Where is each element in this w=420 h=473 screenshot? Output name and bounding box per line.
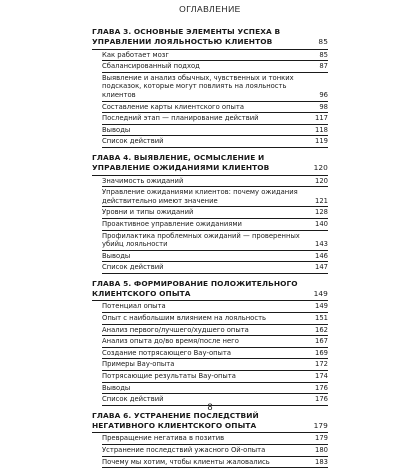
entry-page-number: 87 [319, 62, 328, 71]
toc-entry [102, 383, 328, 395]
entry-page-number: 169 [315, 348, 328, 357]
toc-chapter [92, 153, 328, 274]
toc-entry [102, 336, 328, 348]
entry-page-number: 140 [315, 219, 328, 228]
entry-title: Потрясающие результаты Вау-опыта [102, 372, 236, 381]
section-list [92, 50, 328, 148]
entry-page-number: 176 [315, 383, 328, 392]
entry-title: Примеры Вау-опыта [102, 360, 175, 369]
entry-page-number: 179 [315, 434, 328, 443]
toc-chapter [92, 27, 328, 148]
entry-page-number: 120 [315, 176, 328, 185]
toc-entry [102, 433, 328, 445]
entry-title: Управление ожиданиями клиентов: почему ожидания действительно имеют значение [102, 188, 298, 205]
toc-entry [102, 125, 328, 137]
entry-page-number: 117 [315, 114, 328, 123]
toc-chapter [92, 411, 328, 468]
entry-page-number: 174 [315, 372, 328, 381]
toc-entry [102, 102, 328, 114]
chapter-page-number: 179 [313, 420, 328, 430]
toc-entry [102, 187, 328, 207]
entry-title: Составление карты клиентского опыта [102, 102, 245, 111]
entry-page-number: 96 [319, 90, 328, 99]
toc-entry [102, 73, 328, 102]
entry-title: Опыт с наибольшим влиянием на лояльность [102, 314, 267, 323]
entry-page-number: 98 [319, 102, 328, 111]
entry-title: Список действий [102, 137, 164, 146]
entry-title: Значимость ожиданий [102, 176, 184, 185]
entry-title: Как работает мозг [102, 50, 169, 59]
entry-page-number: 146 [315, 251, 328, 260]
entry-title: Устранение последствий ужасного Ой-опыта [102, 446, 266, 454]
entry-page-number: 180 [315, 446, 328, 454]
entry-page-number: 183 [315, 457, 328, 466]
chapter-heading [92, 27, 328, 50]
chapter-heading [92, 153, 328, 176]
toc-entry [102, 359, 328, 371]
entry-title: Уровни и типы ожиданий [102, 208, 194, 217]
toc-entry [102, 301, 328, 313]
entry-page-number: 85 [319, 50, 328, 59]
entry-page-number: 151 [315, 314, 328, 323]
entry-page-number: 149 [315, 302, 328, 311]
page-number: 8 [207, 402, 213, 412]
entry-title: Профилактика проблемных ожиданий — проверенных убийц лояльности [102, 231, 300, 249]
toc-entry [102, 113, 328, 125]
entry-page-number: 167 [315, 337, 328, 346]
entry-page-number: 128 [315, 208, 328, 217]
entry-title: Выявление и анализ обычных, чувственных и тонких подсказок, которые могут повлиять на лояльность клиентов [102, 73, 294, 99]
entry-title: Выводы [102, 251, 131, 260]
entry-title: Сбалансированный подход [102, 62, 200, 71]
entry-page-number: 147 [315, 263, 328, 272]
toc-entry [102, 251, 328, 263]
section-list [92, 433, 328, 468]
chapter-page-number: 85 [318, 36, 328, 46]
entry-title: Анализ первого/лучшего/худшего опыта [102, 325, 249, 334]
section-list [92, 301, 328, 405]
toc-entry [102, 50, 328, 62]
chapter-title: ГЛАВА 6. УСТРАНЕНИЕ ПОСЛЕДСТВИЙ НЕГАТИВНОГО КЛИЕНТСКОГО ОПЫТА [92, 410, 259, 430]
toc-entry [102, 262, 328, 274]
entry-title: Список действий [102, 395, 164, 404]
entry-title: Выводы [102, 383, 131, 392]
chapter-title: ГЛАВА 3. ОСНОВНЫЕ ЭЛЕМЕНТЫ УСПЕХА В УПРАВЛЕНИИ ЛОЯЛЬНОСТЬЮ КЛИЕНТОВ [92, 27, 281, 46]
entry-page-number: 176 [315, 395, 328, 404]
chapter-heading [92, 411, 328, 434]
toc-entry [102, 348, 328, 360]
chapter-title: ГЛАВА 4. ВЫЯВЛЕНИЕ, ОСМЫСЛЕНИЕ И УПРАВЛЕНИЕ ОЖИДАНИЯМИ КЛИЕНТОВ [92, 152, 270, 172]
toc-entry [102, 457, 328, 469]
entry-page-number: 172 [315, 360, 328, 369]
entry-title: Почему мы хотим, чтобы клиенты жаловались [102, 457, 270, 466]
toc-entry [102, 219, 328, 231]
entry-page-number: 119 [315, 137, 328, 146]
entry-title: Выводы [102, 125, 131, 134]
toc-entry [102, 176, 328, 188]
chapter-title: ГЛАВА 5. ФОРМИРОВАНИЕ ПОЛОЖИТЕЛЬНОГО КЛИЕНТСКОГО ОПЫТА [92, 278, 298, 298]
toc-entry [102, 231, 328, 251]
entry-title: Анализ опыта до/во время/после него [102, 337, 239, 346]
entry-title: Проактивное управление ожиданиями [102, 219, 242, 228]
entry-title: Превращение негатива в позитив [102, 434, 225, 443]
toc-entry [102, 325, 328, 337]
entry-page-number: 121 [315, 196, 328, 205]
toc-entry [102, 61, 328, 73]
toc-entry [102, 371, 328, 383]
toc-entry [102, 313, 328, 325]
toc-entry [102, 445, 328, 457]
entry-title: Список действий [102, 263, 164, 272]
toc-entry [102, 136, 328, 148]
entry-page-number: 162 [315, 325, 328, 334]
running-header: ОГЛАВЛЕНИЕ [179, 4, 241, 14]
chapter-page-number: 120 [313, 162, 328, 172]
section-list [92, 176, 328, 274]
entry-page-number: 143 [315, 240, 328, 249]
entry-title: Последний этап — планирование действий [102, 114, 259, 123]
chapter-page-number: 149 [313, 288, 328, 298]
entry-page-number: 118 [315, 125, 328, 134]
chapter-heading [92, 279, 328, 302]
toc-entry [102, 207, 328, 219]
toc-chapter [92, 279, 328, 406]
entry-title: Создание потрясающего Вау-опыта [102, 348, 232, 357]
entry-title: Потенциал опыта [102, 302, 166, 311]
